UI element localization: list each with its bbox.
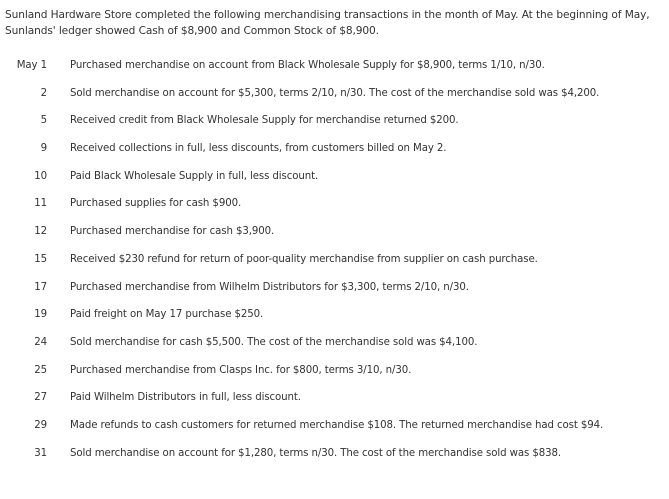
transaction-description: Paid Wilhelm Distributors in full, less discount. [70,392,301,404]
transaction-description: Received $230 refund for return of poor-quality merchandise from supplier on cash purchase. [70,253,538,265]
transaction-date: 19 [34,309,47,321]
transaction-row [0,334,669,362]
transaction-row [0,223,669,251]
transaction-date: 5 [40,115,47,127]
transaction-row [0,306,669,334]
transaction-description: Purchased merchandise on account from Black Wholesale Supply for $8,900, terms 1/10, n/30. [70,60,545,71]
transaction-row [0,168,669,196]
transaction-description: Paid Black Wholesale Supply in full, less discount. [70,170,319,182]
transaction-row [0,57,669,85]
transaction-description: Sold merchandise on account for $1,280, terms n/30. The cost of the merchandise sold was $838. [70,447,562,459]
transaction-row [0,112,669,140]
transaction-description: Sold merchandise on account for $5,300, terms 2/10, n/30. The cost of the merchandise sold was $4,200. [70,87,600,99]
transaction-row [0,85,669,113]
transaction-row [0,362,669,390]
intro-line-2: Sunlands' ledger showed Cash of $8,900 and Common Stock of $8,900. [5,25,379,37]
transaction-date: 24 [34,336,47,348]
transaction-date: 15 [34,253,47,265]
transaction-date: 17 [34,281,47,293]
transaction-description: Purchased supplies for cash $900. [70,198,242,210]
transaction-row [0,140,669,168]
transaction-date: 29 [34,419,47,431]
transaction-date: 11 [34,198,47,210]
transaction-date: 25 [34,364,47,376]
transaction-row [0,417,669,445]
transaction-row [0,195,669,223]
transaction-date: May 1 [16,60,47,71]
transaction-date: 10 [34,170,47,182]
transaction-row [0,251,669,279]
problem-intro [5,7,667,39]
intro-line-1: Sunland Hardware Store completed the following merchandising transactions in the month of May. At the beginning of May, [5,9,650,21]
transaction-row [0,389,669,417]
transaction-description: Made refunds to cash customers for returned merchandise $108. The returned merchandise had cost $94. [70,419,604,431]
transaction-description: Purchased merchandise for cash $3,900. [70,226,275,238]
transaction-date: 31 [34,447,47,459]
transaction-description: Received collections in full, less discounts, from customers billed on May 2. [70,143,447,155]
transaction-description: Sold merchandise for cash $5,500. The cost of the merchandise sold was $4,100. [70,336,478,348]
transaction-list [0,57,669,472]
transaction-description: Received credit from Black Wholesale Supply for merchandise returned $200. [70,115,459,127]
transaction-date: 2 [40,87,47,99]
transaction-date: 27 [34,392,47,404]
transaction-row [0,279,669,307]
transaction-description: Purchased merchandise from Clasps Inc. for $800, terms 3/10, n/30. [70,364,412,376]
transaction-description: Purchased merchandise from Wilhelm Distributors for $3,300, terms 2/10, n/30. [70,281,469,293]
transaction-date: 9 [40,143,47,155]
transaction-row [0,445,669,473]
transaction-date: 12 [34,226,47,238]
transaction-description: Paid freight on May 17 purchase $250. [70,309,264,321]
